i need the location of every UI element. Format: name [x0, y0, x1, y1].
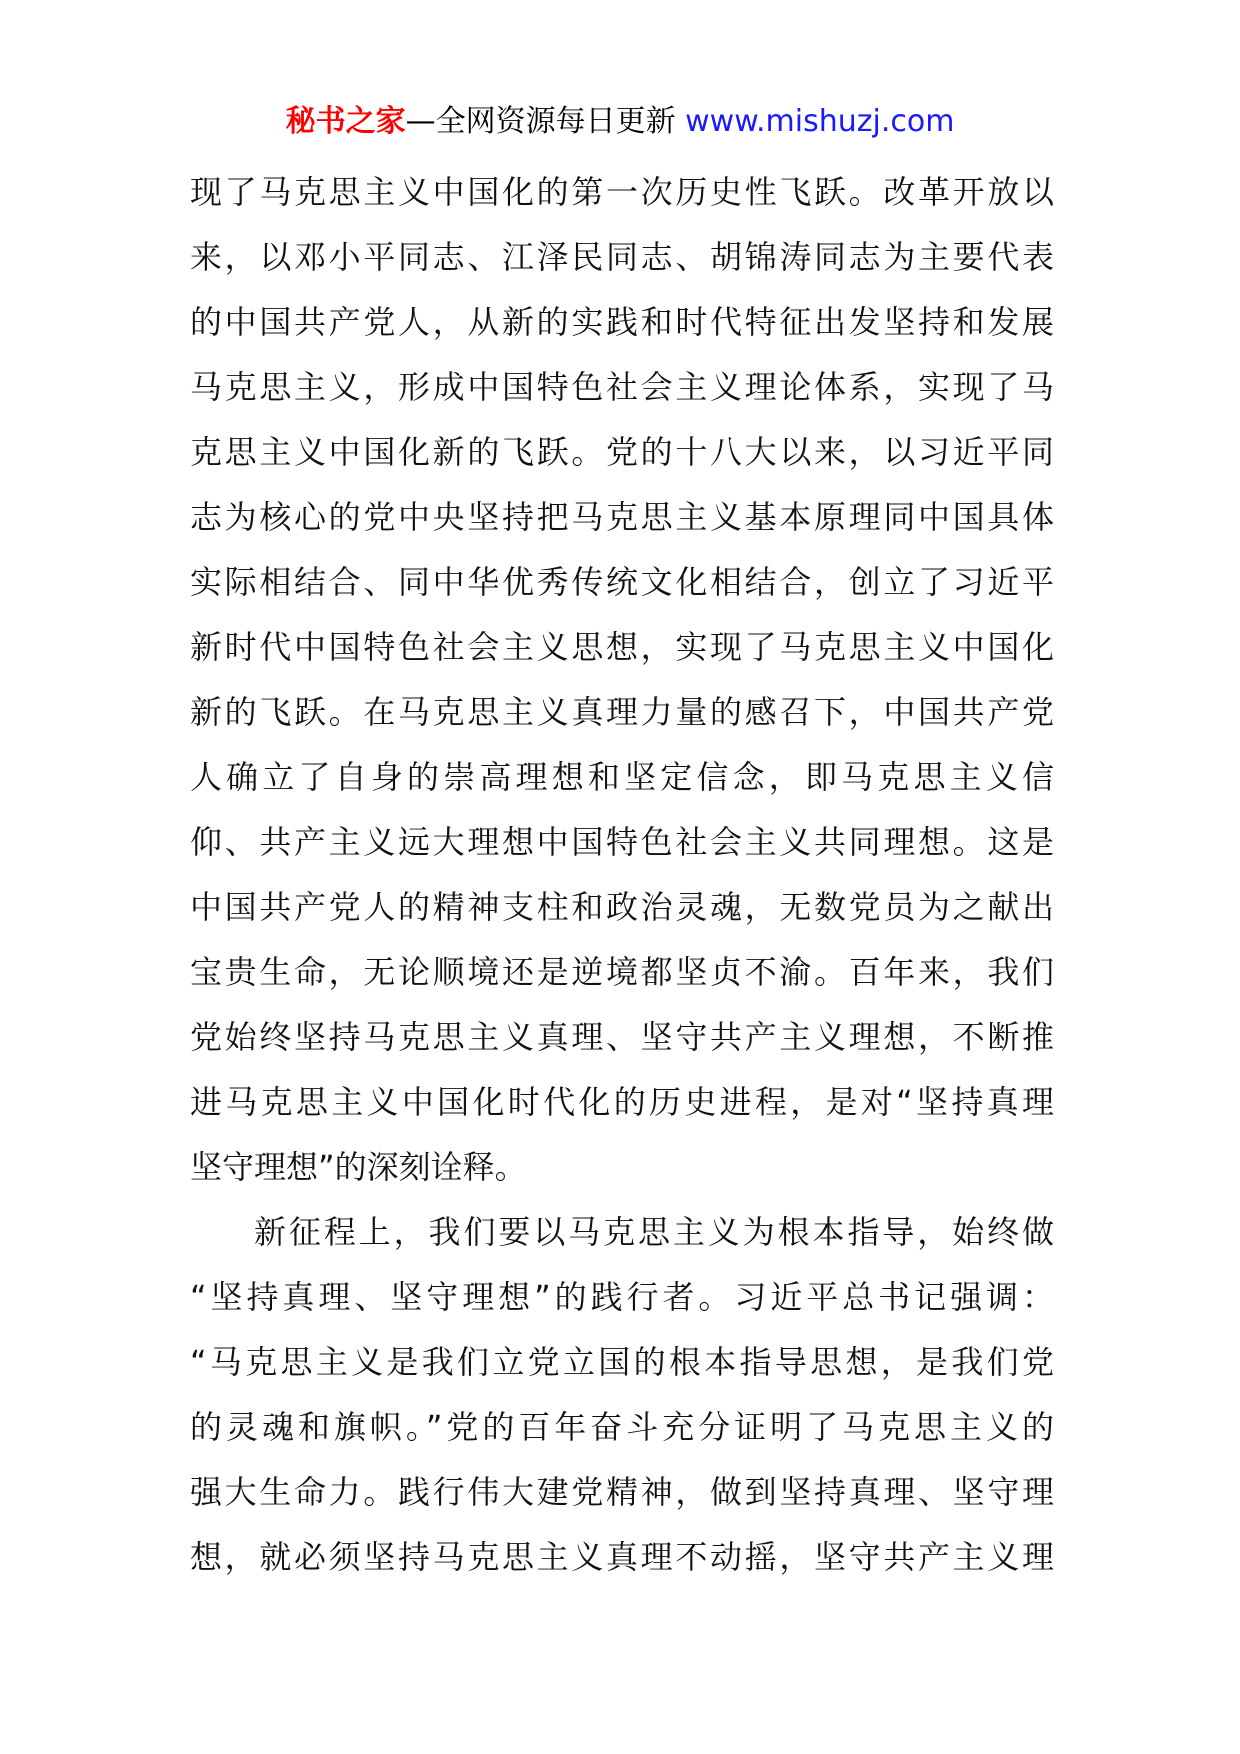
text-line: 现了马克思主义中国化的第一次历史性飞跃。改革开放以	[190, 173, 1054, 211]
text-line: 仰、共产主义远大理想中国特色社会主义共同理想。这是	[190, 823, 1054, 861]
text-line: “坚持真理、坚守理想”的践行者。习近平总书记强调：	[190, 1278, 1054, 1316]
text-line-paragraph-start: 新征程上，我们要以马克思主义为根本指导，始终做	[254, 1213, 1054, 1251]
text-line: 强大生命力。践行伟大建党精神，做到坚持真理、坚守理	[190, 1473, 1054, 1511]
header-url[interactable]: www.mishuzj.com	[685, 104, 955, 139]
text-line: 中国共产党人的精神支柱和政治灵魂，无数党员为之献出	[190, 888, 1054, 926]
document-body	[190, 160, 1054, 1600]
text-line: 党始终坚持马克思主义真理、坚守共产主义理想，不断推	[190, 1018, 1054, 1056]
text-line: 克思主义中国化新的飞跃。党的十八大以来，以习近平同	[190, 433, 1054, 471]
text-line: 的中国共产党人，从新的实践和时代特征出发坚持和发展	[190, 303, 1054, 341]
header-brand: 秘书之家	[285, 104, 406, 139]
text-line: 新时代中国特色社会主义思想，实现了马克思主义中国化	[190, 628, 1054, 666]
text-line: 实际相结合、同中华优秀传统文化相结合，创立了习近平	[190, 563, 1054, 601]
text-line: 马克思主义，形成中国特色社会主义理论体系，实现了马	[190, 368, 1054, 406]
text-line: 来，以邓小平同志、江泽民同志、胡锦涛同志为主要代表	[190, 238, 1054, 276]
page-header	[0, 102, 1240, 142]
text-line: “马克思主义是我们立党立国的根本指导思想，是我们党	[190, 1343, 1054, 1381]
text-line: 的灵魂和旗帜。”党的百年奋斗充分证明了马克思主义的	[190, 1408, 1054, 1446]
text-line: 新的飞跃。在马克思主义真理力量的感召下，中国共产党	[190, 693, 1054, 731]
text-line: 志为核心的党中央坚持把马克思主义基本原理同中国具体	[190, 498, 1054, 536]
text-line-paragraph-end: 坚守理想”的深刻诠释。	[190, 1148, 527, 1186]
text-line: 想，就必须坚持马克思主义真理不动摇，坚守共产主义理	[190, 1538, 1054, 1576]
header-tagline: —全网资源每日更新	[405, 104, 686, 139]
text-line: 进马克思主义中国化时代化的历史进程，是对“坚持真理	[190, 1083, 1054, 1121]
text-line: 人确立了自身的崇高理想和坚定信念，即马克思主义信	[190, 758, 1054, 796]
text-line: 宝贵生命，无论顺境还是逆境都坚贞不渝。百年来，我们	[190, 953, 1054, 991]
